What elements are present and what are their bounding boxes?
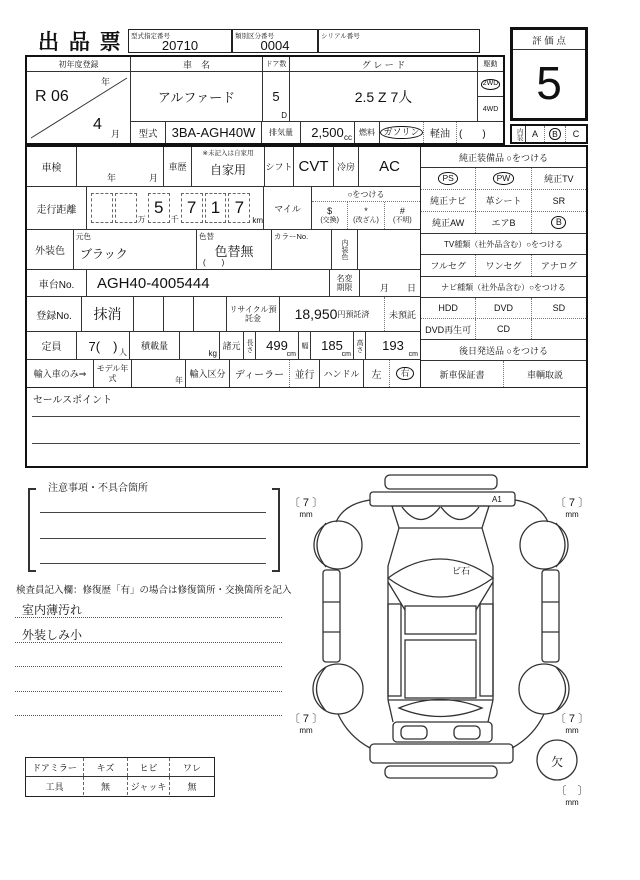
d-pillars: [388, 700, 493, 722]
equip-ps-circled: PS: [438, 172, 457, 185]
orig-color-value: ブラック: [80, 247, 128, 261]
shaken-label: 車検: [27, 147, 77, 186]
navi-hdd: HDD: [421, 298, 476, 318]
flag-exchange: [312, 202, 348, 229]
exchange-symbol: $: [327, 206, 333, 217]
inspector-line-2: [15, 642, 282, 643]
handle-label: ハンドル: [320, 360, 364, 387]
color-change-paren: ( ): [203, 258, 225, 267]
equip-sr: SR: [552, 195, 566, 206]
width-value: 185: [321, 338, 343, 353]
front-fender-right: [515, 500, 548, 522]
registration-form: [25, 55, 505, 145]
tool-label: 工具: [26, 777, 84, 795]
tool-value: 無: [84, 777, 128, 795]
navi-type-header: ナビ種類（社外品含む）○をつける: [421, 277, 586, 298]
inspector-line-4: [15, 691, 282, 692]
roof-rail-right: [480, 604, 493, 696]
caution-line-3: [40, 563, 266, 564]
sales-point-label: セールスポイント: [33, 395, 113, 406]
import-label: 輸入車のみ⇒: [27, 360, 94, 387]
first-reg-month: 4: [93, 116, 102, 133]
unknown-symbol: #: [399, 206, 405, 217]
inspector-line-1-text: 室内薄汚れ: [22, 603, 83, 617]
mileage-box-1: [91, 193, 113, 223]
tread-spare-value: 〔 〕: [555, 785, 589, 797]
shaken-month-unit: 月: [149, 173, 159, 183]
displacement-unit: cc: [344, 133, 352, 142]
stone-chip-mark: ビ石: [452, 566, 471, 576]
fuel-gasoline-circled: ガソリン: [380, 126, 422, 139]
equipment-column: [420, 147, 586, 387]
navi-cd: CD: [476, 319, 531, 339]
ship-warranty: 新車保証書: [421, 361, 504, 387]
shift-label: シフト: [265, 147, 294, 186]
equip-airbag: エアB: [476, 212, 531, 233]
tread-rear-left-unit: mm: [299, 726, 313, 735]
inspector-line-5: [15, 715, 282, 716]
navi-dvd: DVD: [476, 298, 531, 318]
tread-front-left: [286, 494, 326, 519]
equip-navi: 純正ナビ: [421, 190, 476, 211]
color-no-cell: [272, 230, 332, 269]
wiper-arc-right: [441, 507, 479, 520]
man-unit: 万: [137, 215, 146, 224]
car-name-header: 車 名: [131, 57, 263, 71]
door-cuts-right: [542, 602, 559, 632]
roof-sides: [388, 566, 493, 700]
recycle-suffix: 円預託済: [337, 309, 370, 319]
tread-rear-right: [552, 710, 592, 735]
color-no-label: カラーNo.: [274, 232, 309, 241]
load-label: 積載量: [130, 332, 180, 359]
score-value: 5: [536, 57, 562, 109]
history-cell: [192, 147, 265, 186]
class-code-box: [232, 29, 318, 53]
tamper-label: (改ざん): [353, 216, 379, 224]
mileage-box-2: [115, 193, 137, 223]
load-cell: [180, 332, 220, 359]
chassis-label: 車台No.: [27, 270, 87, 296]
interior-option-b-circled: B: [549, 128, 561, 141]
first-reg-era: R 06: [35, 88, 69, 105]
caution-line-1: [40, 512, 266, 513]
grade-value: 2.5 Z 7人: [290, 72, 478, 121]
mirror-scratch: キズ: [84, 758, 128, 776]
interior-option-c: C: [572, 129, 580, 139]
doors-header: ドア数: [263, 57, 290, 71]
tread-rear-right-value: 〔 7 〕: [554, 713, 590, 725]
cooling-label: 冷房: [334, 147, 359, 186]
tread-rear-left-value: 〔 7 〕: [288, 713, 324, 725]
interior-grade-row: [510, 124, 588, 144]
mileage-sen-digit: 5: [148, 193, 170, 223]
load-unit: kg: [208, 349, 217, 358]
capacity-unit: 人: [119, 348, 127, 357]
int-color-value-cell: [358, 230, 420, 269]
first-reg-header: 初年度登録: [27, 57, 131, 71]
circle-note: ○をつける: [312, 187, 420, 202]
grade-header: グ レ ー ド: [290, 57, 478, 71]
drive-header: 駆動: [483, 61, 498, 68]
cooling-value: AC: [379, 158, 400, 175]
mirror-tool-table: [25, 757, 215, 797]
length-unit: cm: [286, 351, 296, 358]
recycle-value-cell: [280, 297, 385, 331]
tread-spare-unit: mm: [565, 798, 579, 807]
history-label: 車歴: [164, 147, 192, 186]
equip-tv: 純正TV: [544, 174, 574, 184]
details-form: [25, 145, 588, 468]
height-cell: [366, 332, 420, 359]
equip-aw: 純正AW: [421, 212, 476, 233]
score-box: [510, 27, 588, 121]
door-cuts-left: [323, 602, 340, 632]
model-code-label: 型式: [131, 122, 166, 143]
length-cell: [256, 332, 299, 359]
parallel-option: 並行: [290, 360, 320, 387]
tread-front-right-value: 〔 7 〕: [554, 497, 590, 509]
rear-quarter-lines: [338, 714, 544, 748]
tread-spare: [552, 782, 592, 807]
dealer-option: ディーラー: [230, 360, 290, 387]
color-change-value: 色替無: [214, 244, 254, 259]
displacement-label: 排気量: [262, 122, 301, 143]
reg-box-2: [164, 297, 194, 331]
capacity-label: 定員: [27, 332, 77, 359]
rear-lamp-left: [401, 726, 427, 739]
model-year-unit: 年: [175, 376, 183, 385]
handle-right-circled: 右: [396, 367, 413, 380]
mileage-d1: 7: [181, 193, 203, 223]
tread-front-left-unit: mm: [299, 510, 313, 519]
page-title: 出 品 票: [38, 31, 123, 54]
fender-arc-front-right: [556, 523, 565, 567]
capacity-value: 7( ): [88, 339, 118, 354]
orig-color-cell: [74, 230, 197, 269]
capacity-cell: [77, 332, 130, 359]
rear-window: [399, 700, 482, 717]
caution-label: 注意事項・不具合箇所: [48, 483, 148, 494]
serial-box: [318, 29, 480, 53]
length-label: 長さ: [246, 338, 253, 353]
model-designation-label: 型式指定番号: [131, 33, 170, 40]
tread-rear-right-unit: mm: [565, 726, 579, 735]
first-reg-month-unit: 月: [111, 129, 121, 139]
model-designation-box: [128, 29, 232, 53]
fuel-diesel: 軽油: [424, 122, 457, 143]
width-unit: cm: [341, 351, 351, 358]
ship-header: 後日発送品 ○をつける: [421, 340, 586, 361]
height-unit: cm: [408, 351, 418, 358]
reg-box-3: [194, 297, 227, 331]
sunroof-front: [405, 606, 476, 634]
sunroof-rear: [405, 640, 476, 698]
reg-value: 抹消: [82, 297, 134, 331]
mileage-d2: 1: [205, 193, 227, 223]
inspector-note: 検査員記入欄：修復歴「有」の場合は修復箇所・交換箇所を記入: [16, 585, 292, 596]
front-fender-left: [336, 500, 370, 522]
class-code-label: 類別区分番号: [235, 33, 274, 40]
height-value: 193: [382, 338, 404, 353]
jack-value: 無: [187, 781, 197, 792]
first-reg-year-unit: 年: [101, 77, 111, 87]
equip-leather: 革シート: [476, 190, 531, 211]
ext-color-label: 外装色: [27, 230, 74, 269]
width-cell: [311, 332, 354, 359]
import-class-label: 輸入区分: [186, 360, 230, 387]
tread-rear-left: [286, 710, 326, 735]
tamper-symbol: *: [364, 206, 368, 217]
jack-label: ジャッキ: [128, 777, 170, 795]
front-roof-panel: [388, 559, 493, 597]
length-value: 499: [266, 338, 288, 353]
rear-lower-strip: [385, 766, 497, 778]
sales-line-1: [32, 416, 580, 417]
sales-point-area: [27, 387, 586, 466]
displacement-cell: [301, 122, 355, 143]
tread-front-right: [552, 494, 592, 519]
shaken-year-unit: 年: [107, 173, 117, 183]
color-change-cell: [197, 230, 272, 269]
unknown-label: (不明): [392, 216, 412, 224]
shift-value: CVT: [294, 147, 334, 186]
mileage-d3: 7: [228, 193, 250, 223]
fuel-label: 燃料: [355, 122, 380, 143]
exchange-label: (交換): [320, 216, 339, 224]
wiper-arc-left: [402, 507, 440, 520]
equip-b-circled: B: [551, 216, 566, 229]
fender-arc-front-left: [317, 523, 326, 567]
inspector-line-2-text: 外装しみ小: [22, 628, 83, 642]
width-label: 幅: [301, 342, 308, 349]
score-label: 評 価 点: [513, 30, 585, 50]
mirror-crack: ヒビ: [128, 758, 170, 776]
doors-unit: D: [281, 111, 287, 120]
reg-label: 登録No.: [27, 297, 82, 331]
rear-bumper: [370, 744, 513, 763]
model-year-cell: [132, 360, 186, 387]
wheel-rear-left: [313, 664, 363, 714]
tv-full-seg: フルセグ: [421, 255, 476, 276]
history-value: 自家用: [209, 163, 246, 177]
first-reg-cell: [27, 72, 131, 143]
shaken-date-cell: [77, 147, 164, 186]
windshield: [392, 506, 489, 528]
fuel-paren: ( ): [459, 129, 486, 140]
rear-lamp-right: [454, 726, 480, 739]
displacement-value: 2,500: [311, 125, 344, 140]
class-code-value: 0004: [260, 38, 290, 53]
tv-analog: アナログ: [540, 261, 577, 271]
tread-front-left-value: 〔 7 〕: [288, 497, 324, 509]
equipment-header: 純正装備品 ○をつける: [421, 147, 586, 168]
navi-blank: [532, 319, 586, 339]
recycle-value: 18,950: [294, 306, 338, 322]
serial-label: シリアル番号: [321, 33, 360, 40]
dims-label: 諸元: [220, 332, 244, 359]
recycle-none: 未預託: [388, 309, 416, 320]
sen-unit: 千: [170, 215, 179, 224]
mile-label: マイル: [264, 187, 312, 229]
roof-rail-left: [388, 604, 401, 696]
handle-left: 左: [364, 360, 390, 387]
flag-unknown: [385, 202, 420, 229]
chassis-value: AGH40-4005444: [87, 270, 330, 296]
sales-line-2: [32, 443, 580, 444]
spare-missing-mark: 欠: [550, 755, 563, 769]
doors-cell: [263, 72, 290, 121]
interior-label: 内装: [515, 127, 523, 141]
navi-dvd-play: DVD再生可: [421, 319, 476, 339]
side-body-right: [542, 570, 559, 662]
inspector-line-3: [15, 666, 282, 667]
model-designation-value: 20710: [161, 38, 199, 53]
interior-option-a: A: [526, 126, 545, 142]
history-note: ※未記入は自家用: [202, 150, 254, 157]
car-name-value: アルファード: [131, 72, 263, 121]
name-change-label: 名変期限: [336, 273, 353, 292]
tv-one-seg: ワンセグ: [476, 255, 531, 276]
inspector-line-1: [15, 617, 282, 618]
mileage-label: 走行距離: [27, 187, 87, 229]
mirror-break: ワレ: [182, 762, 201, 773]
doors-value: 5: [272, 89, 280, 104]
orig-color-label: 元色: [76, 232, 91, 241]
drive-2wd-circled: 2WD: [481, 79, 501, 90]
model-year-label: モデル年式: [96, 364, 129, 383]
equip-pw-circled: PW: [493, 172, 515, 185]
side-body-left: [323, 570, 340, 662]
a-pillars: [388, 528, 493, 566]
reg-box-1: [134, 297, 164, 331]
color-change-label: 色替: [199, 232, 214, 241]
int-color-label: 内装色: [341, 239, 348, 260]
caution-line-2: [40, 538, 266, 539]
navi-sd: SD: [552, 303, 566, 313]
drive-4wd: 4WD: [482, 105, 499, 113]
mirror-label: ドアミラー: [26, 758, 84, 776]
wheel-rear-right: [519, 664, 569, 714]
caution-bracket-right: [272, 488, 280, 572]
tv-type-header: TV種類（社外品含む）○をつける: [421, 234, 586, 255]
drive-cell: [478, 72, 503, 121]
flag-tamper: [348, 202, 384, 229]
height-label: 高さ: [356, 338, 363, 353]
mileage-digits: [87, 187, 264, 229]
mileage-flags: [312, 187, 420, 229]
model-code-value: 3BA-AGH40W: [166, 122, 262, 143]
name-change-units: 月 日: [379, 283, 416, 293]
km-unit: km: [252, 216, 264, 225]
tread-front-right-unit: mm: [565, 510, 579, 519]
recycle-label: リサイクル預託金: [229, 304, 277, 323]
ship-manual: 車輌取説: [526, 369, 563, 380]
damage-mark-a1: A1: [492, 495, 502, 504]
caution-bracket-left: [28, 488, 36, 572]
wheel-front-left: [314, 521, 362, 569]
front-grille-strip: [385, 475, 497, 489]
wheel-front-right: [520, 521, 568, 569]
